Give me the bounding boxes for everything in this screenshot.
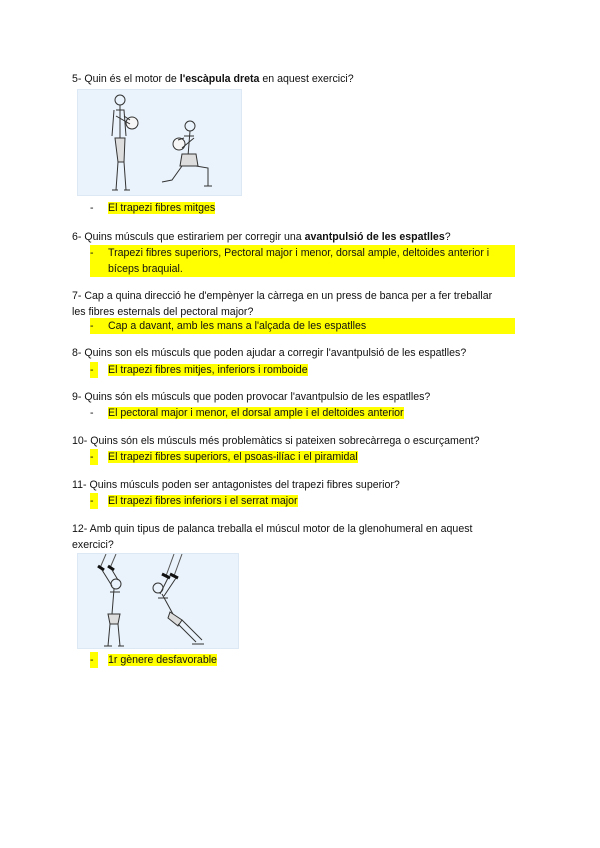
- exercise-figure-trx-row: [77, 553, 239, 649]
- answer-8: - El trapezi fibres mitjes, inferiors i romboide: [90, 364, 308, 376]
- question-7: 7- Cap a quina direcció he d'empènyer la càrrega en un press de banca per a fer treballar les fibres esternals del pectoral major?: [72, 290, 493, 318]
- question-11: 11- Quins músculs poden ser antagonistes del trapezi fibres superior?: [72, 479, 400, 491]
- answer-6: - Trapezi fibres superiors, Pectoral major i menor, dorsal ample, deltoides anterior i bíceps braquial.: [90, 245, 515, 277]
- answer-11: - El trapezi fibres inferiors i el serrat major: [90, 495, 298, 507]
- answer-7: - Cap a davant, amb les mans a l'alçada de les espatlles: [90, 318, 515, 334]
- question-12: 12- Amb quin tipus de palanca treballa el múscul motor de la glenohumeral en aquest exercici?: [72, 523, 473, 551]
- answer-12: - 1r gènere desfavorable: [90, 654, 217, 666]
- question-10: 10- Quins són els músculs més problemàtics si pateixen sobrecàrrega o escurçament?: [72, 435, 480, 447]
- question-9: 9- Quins són els músculs que poden provocar l'avantpulsio de les espatlles?: [72, 391, 431, 403]
- answer-5: - El trapezi fibres mitges: [90, 202, 216, 214]
- question-6: 6- Quins músculs que estirariem per corregir una avantpulsió de les espatlles?: [72, 231, 451, 243]
- question-5: 5- Quin és el motor de l'escàpula dreta en aquest exercici?: [72, 73, 354, 85]
- answer-9: - El pectoral major i menor, el dorsal ample i el deltoides anterior: [90, 407, 404, 419]
- question-8: 8- Quins son els músculs que poden ajudar a corregir l'avantpulsió de les espatlles?: [72, 347, 467, 359]
- answer-10: - El trapezi fibres superiors, el psoas-ilíac i el piramidal: [90, 451, 358, 463]
- exercise-figure-medicine-ball: [77, 89, 242, 196]
